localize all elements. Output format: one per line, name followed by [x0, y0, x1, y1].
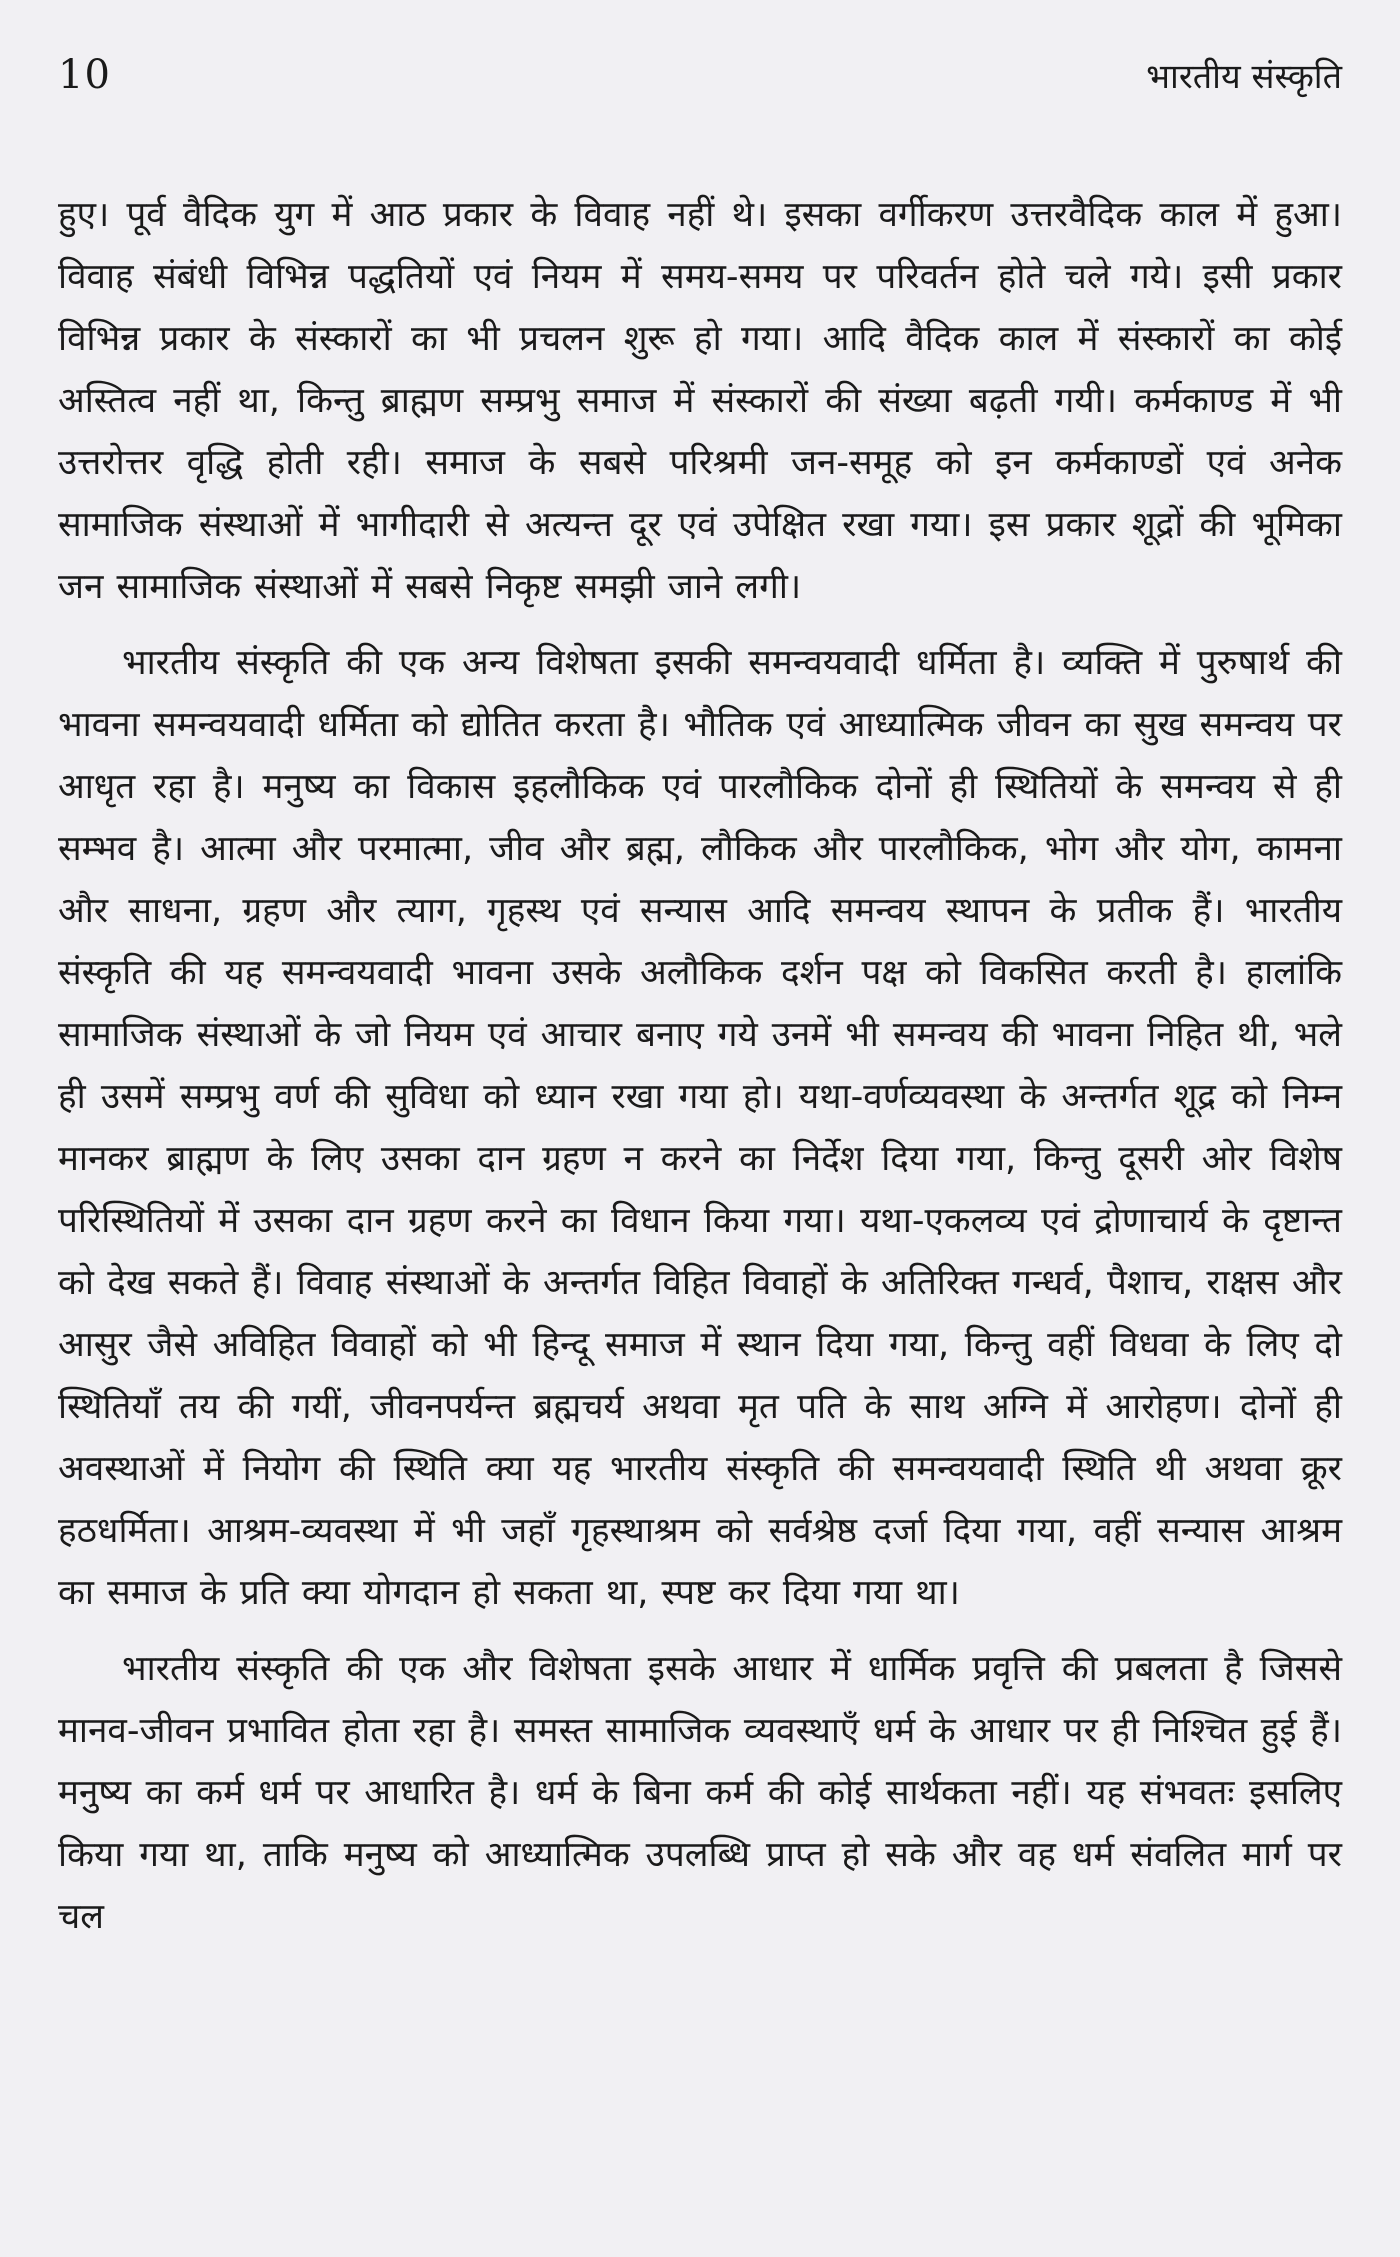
paragraph-continued: हुए। पूर्व वैदिक युग में आठ प्रकार के विवाह नहीं थे। इसका वर्गीकरण उत्तरवैदिक काल में हुआ। विवाह संबंधी विभिन्न पद्धतियों एवं नियम में समय-समय पर परिवर्तन होते चले गये। इसी प्रकार विभिन्न प्रकार के संस्कारों का भी प्रचलन शुरू हो गया। आदि वैदिक काल में संस्कारों का कोई अस्तित्व नहीं था, किन्तु ब्राह्मण सम्प्रभु समाज में संस्कारों की संख्या बढ़ती गयी। कर्मकाण्ड में भी उत्तरोत्तर वृद्धि होती रही। समाज के सबसे परिश्रमी जन-समूह को इन कर्मकाण्डों एवं अनेक सामाजिक संस्थाओं में भागीदारी से अत्यन्त दूर एवं उपेक्षित रखा गया। इस प्रकार शूद्रों की भूमिका जन सामाजिक संस्थाओं में सबसे निकृष्ट समझी जाने लगी। [58, 195, 1342, 607]
running-title: भारतीय संस्कृति [1146, 57, 1342, 97]
paragraph-synthesis: भारतीय संस्कृति की एक अन्य विशेषता इसकी समन्वयवादी धर्मिता है। व्यक्ति में पुरुषार्थ की भावना समन्वयवादी धर्मिता को द्योतित करता है। भौतिक एवं आध्यात्मिक जीवन का सुख समन्वय पर आधृत रहा है। मनुष्य का विकास इहलौकिक एवं पारलौकिक दोनों ही स्थितियों के समन्वय से ही सम्भव है। आत्मा और परमात्मा, जीव और ब्रह्म, लौकिक और पारलौकिक, भोग और योग, कामना और साधना, ग्रहण और त्याग, गृहस्थ एवं सन्यास आदि समन्वय स्थापन के प्रतीक हैं। भारतीय संस्कृति की यह समन्वयवादी भावना उसके अलौकिक दर्शन पक्ष को विकसित करती है। हालांकि सामाजिक संस्थाओं के जो नियम एवं आचार बनाए गये उनमें भी समन्वय की भावना निहित थी, भले ही उसमें सम्प्रभु वर्ण की सुविधा को ध्यान रखा गया हो। यथा-वर्णव्यवस्था के अन्तर्गत शूद्र को निम्न मानकर ब्राह्मण के लिए उसका दान ग्रहण न करने का निर्देश दिया गया, किन्तु दूसरी ओर विशेष परिस्थितियों में उसका दान ग्रहण करने का विधान किया गया। यथा-एकलव्य एवं द्रोणाचार्य के दृष्टान्त को देख सकते हैं। विवाह संस्थाओं के अन्तर्गत विहित विवाहों के अतिरिक्त गन्धर्व, पैशाच, राक्षस और आसुर जैसे अविहित विवाहों को भी हिन्दू समाज में स्थान दिया गया, किन्तु वहीं विधवा के लिए दो स्थितियाँ तय की गयीं, जीवनपर्यन्त ब्रह्मचर्य अथवा मृत पति के साथ अग्नि में आरोहण। दोनों ही अवस्थाओं में नियोग की स्थिति क्या यह भारतीय संस्कृति की समन्वयवादी स्थिति थी अथवा क्रूर हठधर्मिता। आश्रम-व्यवस्था में भी जहाँ गृहस्थाश्रम को सर्वश्रेष्ठ दर्जा दिया गया, वहीं सन्यास आश्रम का समाज के प्रति क्या योगदान हो सकता था, स्पष्ट कर दिया गया था। [58, 643, 1342, 1613]
page-header [58, 52, 1342, 120]
page-number: 10 [58, 52, 111, 98]
body-text [58, 184, 1342, 1948]
paragraph-religion: भारतीय संस्कृति की एक और विशेषता इसके आधार में धार्मिक प्रवृत्ति की प्रबलता है जिससे मानव-जीवन प्रभावित होता रहा है। समस्त सामाजिक व्यवस्थाएँ धर्म के आधार पर ही निश्चित हुई हैं। मनुष्य का कर्म धर्म पर आधारित है। धर्म के बिना कर्म की कोई सार्थकता नहीं। यह संभवतः इसलिए किया गया था, ताकि मनुष्य को आध्यात्मिक उपलब्धि प्राप्त हो सके और वह धर्म संवलित मार्ग पर चल [58, 1649, 1342, 1937]
